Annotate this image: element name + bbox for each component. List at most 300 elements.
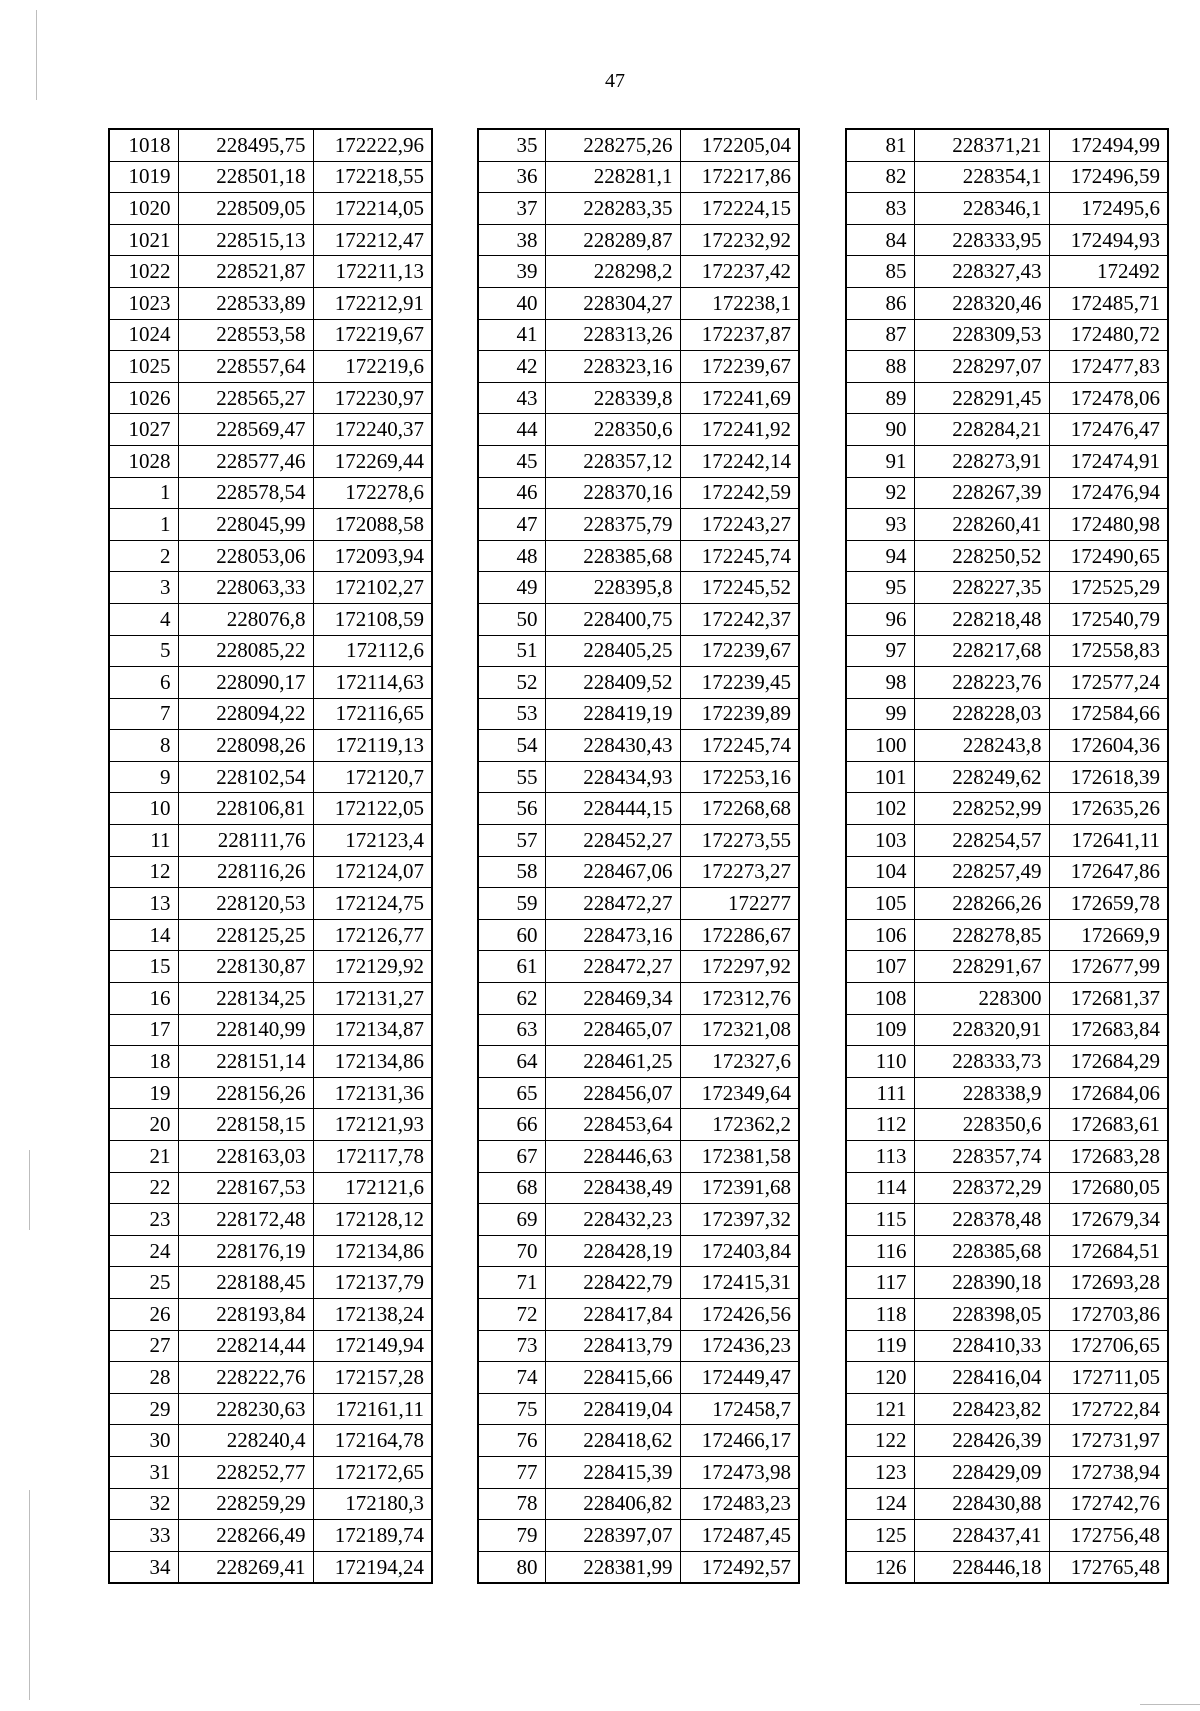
table-row — [478, 319, 799, 351]
x-coordinate-cell: 228429,09 — [914, 1456, 1049, 1488]
table-row — [846, 1520, 1168, 1552]
x-coordinate-cell: 228515,13 — [178, 224, 313, 256]
point-number-cell: 96 — [846, 603, 914, 635]
table-row — [478, 983, 799, 1015]
x-coordinate-cell: 228410,33 — [914, 1330, 1049, 1362]
point-number-cell: 120 — [846, 1362, 914, 1394]
x-coordinate-cell: 228472,27 — [545, 951, 680, 983]
x-coordinate-cell: 228423,82 — [914, 1393, 1049, 1425]
x-coordinate-cell: 228400,75 — [545, 603, 680, 635]
x-coordinate-cell: 228406,82 — [545, 1488, 680, 1520]
table-row — [846, 1425, 1168, 1457]
x-coordinate-cell: 228323,16 — [545, 351, 680, 383]
y-coordinate-cell: 172647,86 — [1049, 856, 1168, 888]
table-row — [846, 319, 1168, 351]
table-row — [478, 1014, 799, 1046]
point-number-cell: 61 — [478, 951, 545, 983]
x-coordinate-cell: 228415,39 — [545, 1456, 680, 1488]
table-row — [109, 161, 432, 193]
x-coordinate-cell: 228357,12 — [545, 445, 680, 477]
table-row — [478, 1109, 799, 1141]
y-coordinate-cell: 172495,6 — [1049, 193, 1168, 225]
point-number-cell: 73 — [478, 1330, 545, 1362]
x-coordinate-cell: 228409,52 — [545, 667, 680, 699]
y-coordinate-cell: 172635,26 — [1049, 793, 1168, 825]
point-number-cell: 97 — [846, 635, 914, 667]
table-row — [846, 825, 1168, 857]
x-coordinate-cell: 228254,57 — [914, 825, 1049, 857]
y-coordinate-cell: 172478,06 — [1049, 382, 1168, 414]
x-coordinate-cell: 228269,41 — [178, 1551, 313, 1583]
x-coordinate-cell: 228151,14 — [178, 1046, 313, 1078]
coordinate-table-1 — [108, 128, 433, 1584]
point-number-cell: 80 — [478, 1551, 545, 1583]
point-number-cell: 70 — [478, 1235, 545, 1267]
y-coordinate-cell: 172415,31 — [680, 1267, 799, 1299]
table-row — [846, 540, 1168, 572]
table-row — [478, 1172, 799, 1204]
x-coordinate-cell: 228176,19 — [178, 1235, 313, 1267]
point-number-cell: 93 — [846, 509, 914, 541]
point-number-cell: 86 — [846, 287, 914, 319]
x-coordinate-cell: 228557,64 — [178, 351, 313, 383]
y-coordinate-cell: 172742,76 — [1049, 1488, 1168, 1520]
point-number-cell: 56 — [478, 793, 545, 825]
point-number-cell: 58 — [478, 856, 545, 888]
point-number-cell: 1026 — [109, 382, 178, 414]
point-number-cell: 2 — [109, 540, 178, 572]
point-number-cell: 69 — [478, 1204, 545, 1236]
table-row — [846, 1204, 1168, 1236]
point-number-cell: 60 — [478, 919, 545, 951]
table-row — [846, 1456, 1168, 1488]
x-coordinate-cell: 228385,68 — [914, 1235, 1049, 1267]
x-coordinate-cell: 228521,87 — [178, 256, 313, 288]
table-row — [109, 1488, 432, 1520]
table-row — [846, 761, 1168, 793]
x-coordinate-cell: 228278,85 — [914, 919, 1049, 951]
table-row — [478, 1141, 799, 1173]
x-coordinate-cell: 228053,06 — [178, 540, 313, 572]
x-coordinate-cell: 228378,48 — [914, 1204, 1049, 1236]
x-coordinate-cell: 228284,21 — [914, 414, 1049, 446]
x-coordinate-cell: 228398,05 — [914, 1298, 1049, 1330]
y-coordinate-cell: 172473,98 — [680, 1456, 799, 1488]
table-row — [478, 856, 799, 888]
y-coordinate-cell: 172157,28 — [313, 1362, 432, 1394]
table-row — [846, 382, 1168, 414]
x-coordinate-cell: 228385,68 — [545, 540, 680, 572]
table-row — [478, 667, 799, 699]
y-coordinate-cell: 172219,67 — [313, 319, 432, 351]
x-coordinate-cell: 228289,87 — [545, 224, 680, 256]
point-number-cell: 27 — [109, 1330, 178, 1362]
y-coordinate-cell: 172117,78 — [313, 1141, 432, 1173]
point-number-cell: 124 — [846, 1488, 914, 1520]
y-coordinate-cell: 172584,66 — [1049, 698, 1168, 730]
table-row — [478, 603, 799, 635]
table-row — [478, 1330, 799, 1362]
point-number-cell: 46 — [478, 477, 545, 509]
table-row — [846, 1172, 1168, 1204]
point-number-cell: 26 — [109, 1298, 178, 1330]
point-number-cell: 53 — [478, 698, 545, 730]
y-coordinate-cell: 172121,6 — [313, 1172, 432, 1204]
point-number-cell: 1027 — [109, 414, 178, 446]
table-row — [109, 698, 432, 730]
table-row — [478, 477, 799, 509]
point-number-cell: 16 — [109, 983, 178, 1015]
table-row — [846, 635, 1168, 667]
point-number-cell: 1022 — [109, 256, 178, 288]
y-coordinate-cell: 172683,84 — [1049, 1014, 1168, 1046]
y-coordinate-cell: 172205,04 — [680, 129, 799, 161]
x-coordinate-cell: 228418,62 — [545, 1425, 680, 1457]
point-number-cell: 123 — [846, 1456, 914, 1488]
table-row — [109, 825, 432, 857]
y-coordinate-cell: 172222,96 — [313, 129, 432, 161]
y-coordinate-cell: 172693,28 — [1049, 1267, 1168, 1299]
x-coordinate-cell: 228228,03 — [914, 698, 1049, 730]
x-coordinate-cell: 228473,16 — [545, 919, 680, 951]
x-coordinate-cell: 228291,67 — [914, 951, 1049, 983]
table-row — [109, 1551, 432, 1583]
x-coordinate-cell: 228333,73 — [914, 1046, 1049, 1078]
point-number-cell: 125 — [846, 1520, 914, 1552]
table-row — [478, 1520, 799, 1552]
point-number-cell: 103 — [846, 825, 914, 857]
point-number-cell: 15 — [109, 951, 178, 983]
point-number-cell: 62 — [478, 983, 545, 1015]
table-row — [846, 509, 1168, 541]
x-coordinate-cell: 228371,21 — [914, 129, 1049, 161]
point-number-cell: 67 — [478, 1141, 545, 1173]
point-number-cell: 1 — [109, 477, 178, 509]
point-number-cell: 87 — [846, 319, 914, 351]
x-coordinate-cell: 228467,06 — [545, 856, 680, 888]
x-coordinate-cell: 228313,26 — [545, 319, 680, 351]
y-coordinate-cell: 172494,99 — [1049, 129, 1168, 161]
x-coordinate-cell: 228098,26 — [178, 730, 313, 762]
y-coordinate-cell: 172137,79 — [313, 1267, 432, 1299]
table-row — [109, 256, 432, 288]
y-coordinate-cell: 172241,69 — [680, 382, 799, 414]
table-row — [478, 888, 799, 920]
y-coordinate-cell: 172490,65 — [1049, 540, 1168, 572]
table-row — [478, 193, 799, 225]
x-coordinate-cell: 228085,22 — [178, 635, 313, 667]
table-row — [109, 983, 432, 1015]
table-row — [846, 983, 1168, 1015]
table-row — [846, 1330, 1168, 1362]
x-coordinate-cell: 228501,18 — [178, 161, 313, 193]
point-number-cell: 5 — [109, 635, 178, 667]
point-number-cell: 39 — [478, 256, 545, 288]
point-number-cell: 65 — [478, 1077, 545, 1109]
table-row — [846, 667, 1168, 699]
y-coordinate-cell: 172194,24 — [313, 1551, 432, 1583]
y-coordinate-cell: 172230,97 — [313, 382, 432, 414]
table-row — [846, 256, 1168, 288]
y-coordinate-cell: 172312,76 — [680, 983, 799, 1015]
table-row — [478, 414, 799, 446]
x-coordinate-cell: 228426,39 — [914, 1425, 1049, 1457]
table-row — [478, 1425, 799, 1457]
table-row — [478, 698, 799, 730]
point-number-cell: 89 — [846, 382, 914, 414]
point-number-cell: 119 — [846, 1330, 914, 1362]
point-number-cell: 50 — [478, 603, 545, 635]
x-coordinate-cell: 228419,04 — [545, 1393, 680, 1425]
y-coordinate-cell: 172237,87 — [680, 319, 799, 351]
point-number-cell: 1021 — [109, 224, 178, 256]
point-number-cell: 1024 — [109, 319, 178, 351]
y-coordinate-cell: 172480,98 — [1049, 509, 1168, 541]
table-row — [846, 1014, 1168, 1046]
x-coordinate-cell: 228553,58 — [178, 319, 313, 351]
point-number-cell: 64 — [478, 1046, 545, 1078]
table-row — [846, 698, 1168, 730]
y-coordinate-cell: 172487,45 — [680, 1520, 799, 1552]
table-row — [846, 351, 1168, 383]
y-coordinate-cell: 172277 — [680, 888, 799, 920]
table-row — [109, 382, 432, 414]
x-coordinate-cell: 228338,9 — [914, 1077, 1049, 1109]
x-coordinate-cell: 228434,93 — [545, 761, 680, 793]
table-row — [109, 1077, 432, 1109]
table-row — [478, 1298, 799, 1330]
point-number-cell: 10 — [109, 793, 178, 825]
table-row — [846, 193, 1168, 225]
x-coordinate-cell: 228533,89 — [178, 287, 313, 319]
x-coordinate-cell: 228076,8 — [178, 603, 313, 635]
x-coordinate-cell: 228172,48 — [178, 1204, 313, 1236]
x-coordinate-cell: 228298,2 — [545, 256, 680, 288]
y-coordinate-cell: 172485,71 — [1049, 287, 1168, 319]
point-number-cell: 82 — [846, 161, 914, 193]
table-row — [846, 1298, 1168, 1330]
point-number-cell: 35 — [478, 129, 545, 161]
table-row — [478, 445, 799, 477]
table-row — [846, 129, 1168, 161]
point-number-cell: 114 — [846, 1172, 914, 1204]
y-coordinate-cell: 172756,48 — [1049, 1520, 1168, 1552]
y-coordinate-cell: 172476,94 — [1049, 477, 1168, 509]
y-coordinate-cell: 172669,9 — [1049, 919, 1168, 951]
point-number-cell: 107 — [846, 951, 914, 983]
table-row — [109, 730, 432, 762]
table-row — [478, 287, 799, 319]
y-coordinate-cell: 172242,14 — [680, 445, 799, 477]
x-coordinate-cell: 228140,99 — [178, 1014, 313, 1046]
x-coordinate-cell: 228158,15 — [178, 1109, 313, 1141]
table-row — [846, 414, 1168, 446]
table-row — [109, 1267, 432, 1299]
point-number-cell: 19 — [109, 1077, 178, 1109]
y-coordinate-cell: 172212,47 — [313, 224, 432, 256]
y-coordinate-cell: 172239,45 — [680, 667, 799, 699]
table-row — [846, 224, 1168, 256]
table-row — [109, 1520, 432, 1552]
x-coordinate-cell: 228446,18 — [914, 1551, 1049, 1583]
x-coordinate-cell: 228281,1 — [545, 161, 680, 193]
point-number-cell: 81 — [846, 129, 914, 161]
y-coordinate-cell: 172172,65 — [313, 1456, 432, 1488]
point-number-cell: 25 — [109, 1267, 178, 1299]
point-number-cell: 38 — [478, 224, 545, 256]
point-number-cell: 45 — [478, 445, 545, 477]
point-number-cell: 121 — [846, 1393, 914, 1425]
point-number-cell: 63 — [478, 1014, 545, 1046]
x-coordinate-cell: 228222,76 — [178, 1362, 313, 1394]
scan-edge-mark-bottom — [29, 1490, 30, 1700]
table-row — [109, 951, 432, 983]
point-number-cell: 85 — [846, 256, 914, 288]
point-number-cell: 54 — [478, 730, 545, 762]
x-coordinate-cell: 228339,8 — [545, 382, 680, 414]
x-coordinate-cell: 228320,46 — [914, 287, 1049, 319]
point-number-cell: 3 — [109, 572, 178, 604]
y-coordinate-cell: 172212,91 — [313, 287, 432, 319]
y-coordinate-cell: 172540,79 — [1049, 603, 1168, 635]
x-coordinate-cell: 228438,49 — [545, 1172, 680, 1204]
table-row — [109, 1298, 432, 1330]
x-coordinate-cell: 228111,76 — [178, 825, 313, 857]
y-coordinate-cell: 172123,4 — [313, 825, 432, 857]
y-coordinate-cell: 172108,59 — [313, 603, 432, 635]
y-coordinate-cell: 172618,39 — [1049, 761, 1168, 793]
y-coordinate-cell: 172138,24 — [313, 1298, 432, 1330]
x-coordinate-cell: 228094,22 — [178, 698, 313, 730]
y-coordinate-cell: 172134,86 — [313, 1046, 432, 1078]
x-coordinate-cell: 228300 — [914, 983, 1049, 1015]
y-coordinate-cell: 172102,27 — [313, 572, 432, 604]
table-row — [109, 667, 432, 699]
y-coordinate-cell: 172765,48 — [1049, 1551, 1168, 1583]
y-coordinate-cell: 172458,7 — [680, 1393, 799, 1425]
y-coordinate-cell: 172362,2 — [680, 1109, 799, 1141]
point-number-cell: 31 — [109, 1456, 178, 1488]
point-number-cell: 1028 — [109, 445, 178, 477]
y-coordinate-cell: 172477,83 — [1049, 351, 1168, 383]
y-coordinate-cell: 172119,13 — [313, 730, 432, 762]
x-coordinate-cell: 228419,19 — [545, 698, 680, 730]
table-row — [846, 856, 1168, 888]
y-coordinate-cell: 172349,64 — [680, 1077, 799, 1109]
y-coordinate-cell: 172681,37 — [1049, 983, 1168, 1015]
point-number-cell: 17 — [109, 1014, 178, 1046]
table-row — [846, 603, 1168, 635]
point-number-cell: 88 — [846, 351, 914, 383]
x-coordinate-cell: 228381,99 — [545, 1551, 680, 1583]
y-coordinate-cell: 172122,05 — [313, 793, 432, 825]
y-coordinate-cell: 172496,59 — [1049, 161, 1168, 193]
y-coordinate-cell: 172218,55 — [313, 161, 432, 193]
x-coordinate-cell: 228297,07 — [914, 351, 1049, 383]
y-coordinate-cell: 172161,11 — [313, 1393, 432, 1425]
x-coordinate-cell: 228375,79 — [545, 509, 680, 541]
table-row — [846, 1362, 1168, 1394]
table-row — [478, 129, 799, 161]
y-coordinate-cell: 172124,75 — [313, 888, 432, 920]
point-number-cell: 59 — [478, 888, 545, 920]
x-coordinate-cell: 228569,47 — [178, 414, 313, 446]
x-coordinate-cell: 228390,18 — [914, 1267, 1049, 1299]
x-coordinate-cell: 228465,07 — [545, 1014, 680, 1046]
point-number-cell: 7 — [109, 698, 178, 730]
point-number-cell: 106 — [846, 919, 914, 951]
point-number-cell: 72 — [478, 1298, 545, 1330]
table-row — [846, 919, 1168, 951]
y-coordinate-cell: 172474,91 — [1049, 445, 1168, 477]
x-coordinate-cell: 228578,54 — [178, 477, 313, 509]
table-row — [846, 951, 1168, 983]
table-row — [478, 1488, 799, 1520]
point-number-cell: 8 — [109, 730, 178, 762]
x-coordinate-cell: 228444,15 — [545, 793, 680, 825]
y-coordinate-cell: 172426,56 — [680, 1298, 799, 1330]
point-number-cell: 6 — [109, 667, 178, 699]
x-coordinate-cell: 228120,53 — [178, 888, 313, 920]
table-row — [478, 1551, 799, 1583]
y-coordinate-cell: 172237,42 — [680, 256, 799, 288]
y-coordinate-cell: 172112,6 — [313, 635, 432, 667]
point-number-cell: 28 — [109, 1362, 178, 1394]
point-number-cell: 1 — [109, 509, 178, 541]
x-coordinate-cell: 228309,53 — [914, 319, 1049, 351]
x-coordinate-cell: 228428,19 — [545, 1235, 680, 1267]
table-row — [478, 161, 799, 193]
x-coordinate-cell: 228227,35 — [914, 572, 1049, 604]
table-row — [109, 319, 432, 351]
y-coordinate-cell: 172449,47 — [680, 1362, 799, 1394]
point-number-cell: 1025 — [109, 351, 178, 383]
table-row — [846, 793, 1168, 825]
table-row — [846, 1267, 1168, 1299]
table-row — [109, 1330, 432, 1362]
table-row — [109, 572, 432, 604]
point-number-cell: 71 — [478, 1267, 545, 1299]
y-coordinate-cell: 172397,32 — [680, 1204, 799, 1236]
table-row — [109, 793, 432, 825]
table-row — [109, 1425, 432, 1457]
table-row — [846, 1488, 1168, 1520]
point-number-cell: 117 — [846, 1267, 914, 1299]
x-coordinate-cell: 228223,76 — [914, 667, 1049, 699]
point-number-cell: 90 — [846, 414, 914, 446]
x-coordinate-cell: 228240,4 — [178, 1425, 313, 1457]
table-row — [478, 572, 799, 604]
x-coordinate-cell: 228430,43 — [545, 730, 680, 762]
x-coordinate-cell: 228437,41 — [914, 1520, 1049, 1552]
table-row — [478, 224, 799, 256]
point-number-cell: 100 — [846, 730, 914, 762]
point-number-cell: 1018 — [109, 129, 178, 161]
x-coordinate-cell: 228267,39 — [914, 477, 1049, 509]
point-number-cell: 29 — [109, 1393, 178, 1425]
x-coordinate-cell: 228372,29 — [914, 1172, 1049, 1204]
x-coordinate-cell: 228275,26 — [545, 129, 680, 161]
table-row — [109, 414, 432, 446]
y-coordinate-cell: 172677,99 — [1049, 951, 1168, 983]
point-number-cell: 48 — [478, 540, 545, 572]
table-row — [478, 825, 799, 857]
table-row — [846, 572, 1168, 604]
y-coordinate-cell: 172381,58 — [680, 1141, 799, 1173]
table-row — [478, 351, 799, 383]
y-coordinate-cell: 172273,27 — [680, 856, 799, 888]
x-coordinate-cell: 228243,8 — [914, 730, 1049, 762]
